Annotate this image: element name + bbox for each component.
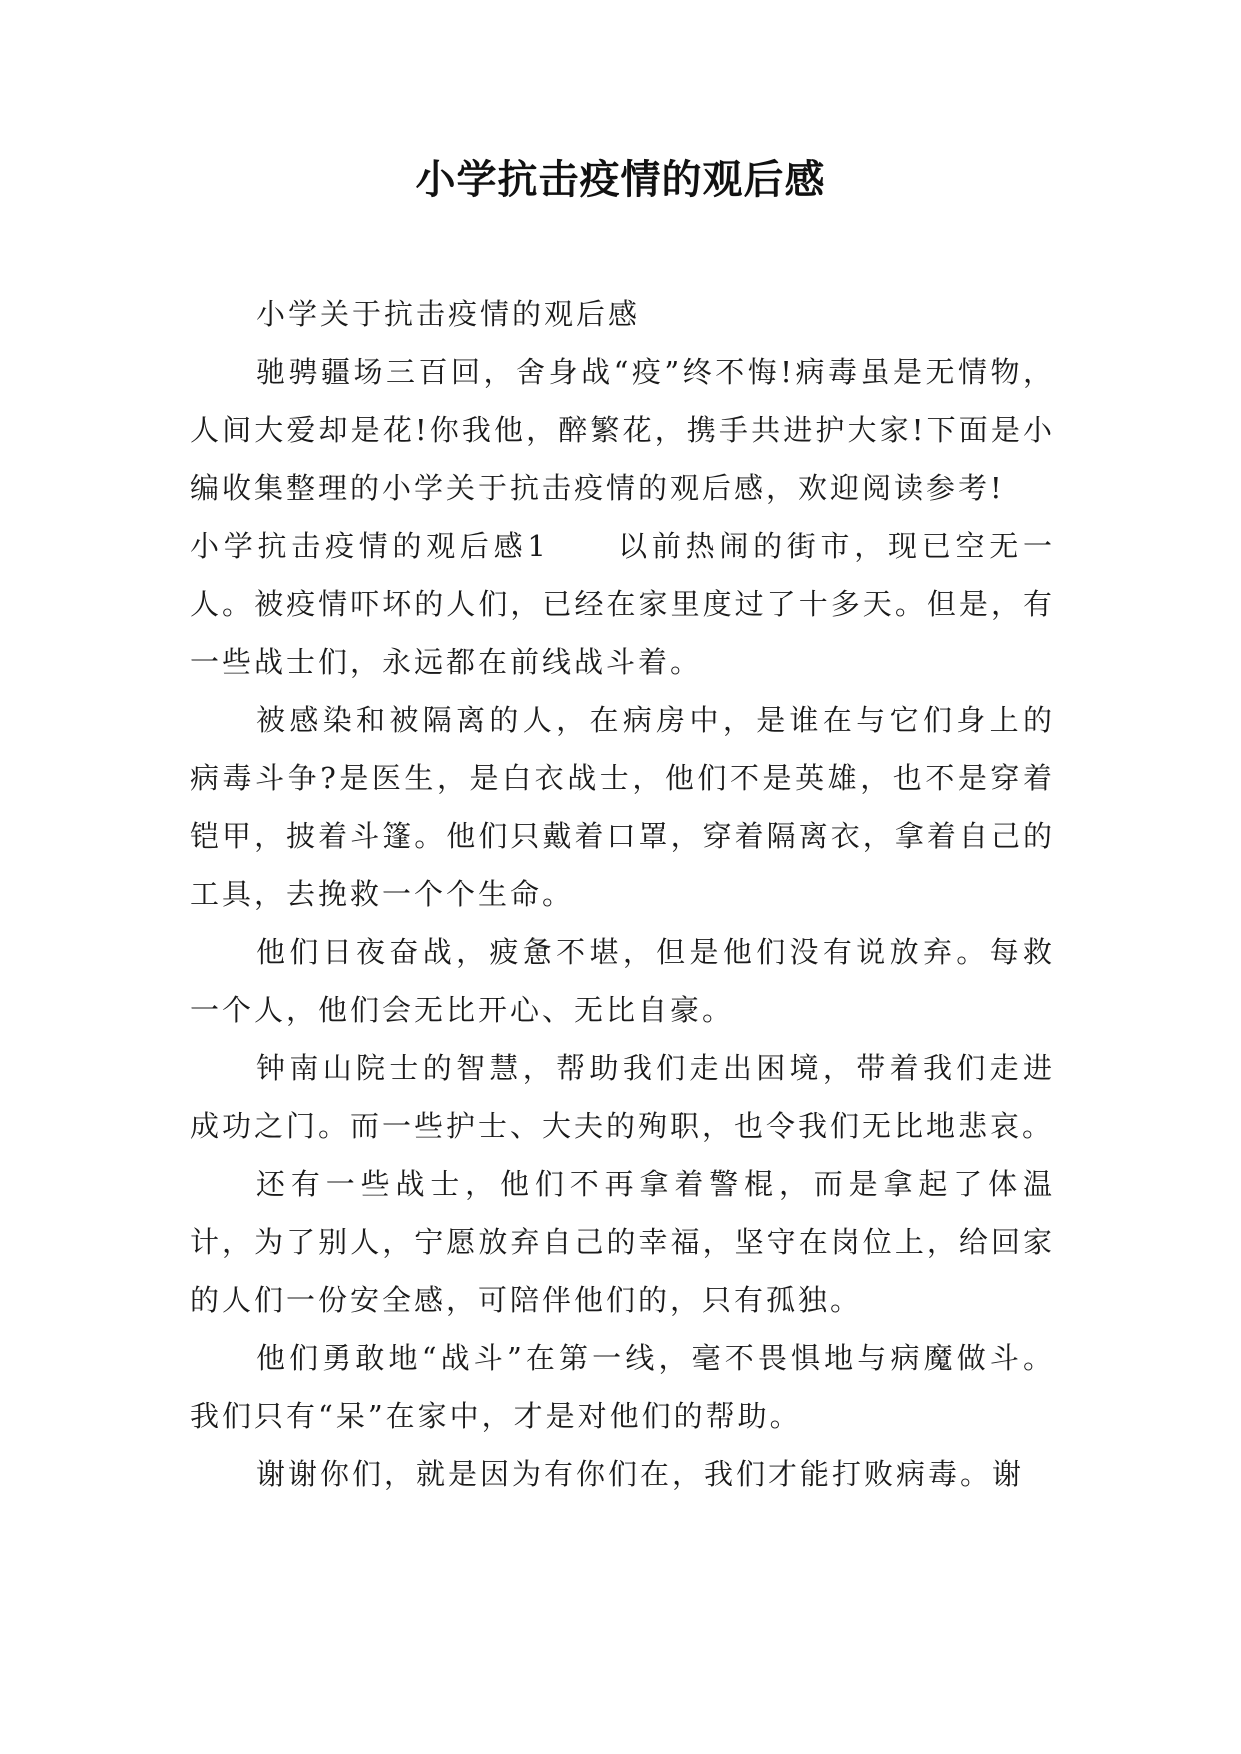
paragraph: 钟南山院士的智慧，帮助我们走出困境，带着我们走进成功之门。而一些护士、大夫的殉职，也令我们无比地悲哀。: [190, 1051, 1055, 1143]
paragraph-subtitle: 小学关于抗击疫情的观后感: [256, 297, 641, 331]
document-body: [190, 285, 1055, 1503]
paragraph: 他们日夜奋战，疲惫不堪，但是他们没有说放弃。每救一个人，他们会无比开心、无比自豪。: [190, 935, 1055, 1027]
paragraph-intro: 驰骋疆场三百回，舍身战“疫”终不悔!病毒虽是无情物，人间大爱却是花!你我他，醉繁花，携手共进护大家!下面是小编收集整理的小学关于抗击疫情的观后感，欢迎阅读参考!: [190, 355, 1055, 505]
paragraph-essay-1-opening: 小学抗击疫情的观后感1 以前热闹的街市，现已空无一人。被疫情吓坏的人们，已经在家里度过了十多天。但是，有一些战士们，永远都在前线战斗着。: [190, 529, 1055, 679]
page-title: 小学抗击疫情的观后感: [415, 156, 826, 203]
paragraph: 他们勇敢地“战斗”在第一线，毫不畏惧地与病魔做斗。我们只有“呆”在家中，才是对他们的帮助。: [190, 1341, 1055, 1433]
paragraph: 被感染和被隔离的人，在病房中，是谁在与它们身上的病毒斗争?是医生，是白衣战士，他们不是英雄，也不是穿着铠甲，披着斗篷。他们只戴着口罩，穿着隔离衣，拿着自己的工具，去挽救一个个生命。: [190, 703, 1055, 911]
paragraph: 还有一些战士，他们不再拿着警棍，而是拿起了体温计，为了别人，宁愿放弃自己的幸福，坚守在岗位上，给回家的人们一份安全感，可陪伴他们的，只有孤独。: [190, 1167, 1055, 1317]
paragraph: 谢谢你们，就是因为有你们在，我们才能打败病毒。谢: [256, 1457, 1025, 1491]
